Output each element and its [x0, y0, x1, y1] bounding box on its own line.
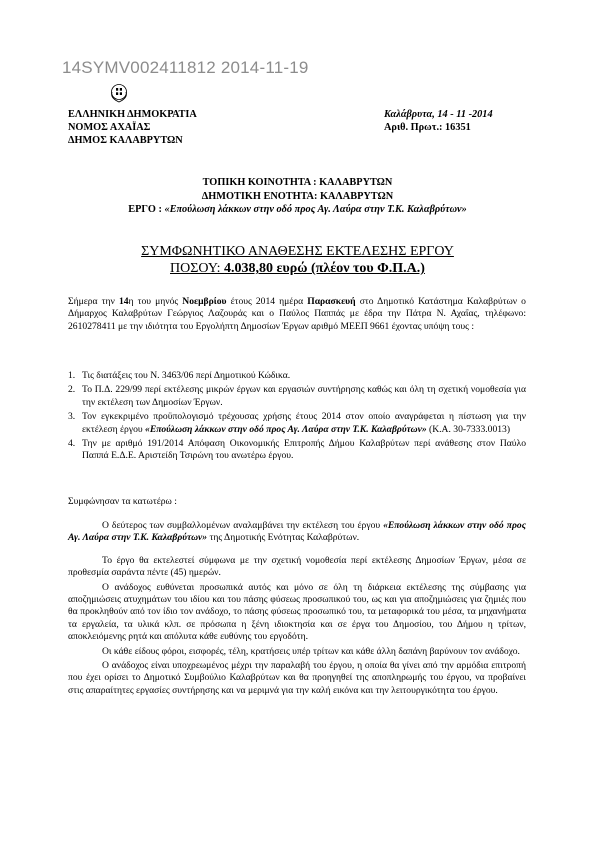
- protocol-number: Αριθ. Πρωτ.: 16351: [384, 122, 471, 133]
- clause-1: Ο δεύτερος των συμβαλλομένων αναλαμβάνει την εκτέλεση του έργου «Επούλωση λάκκων στην οδό προς Αγ. Λαύρα στην Τ.Κ. Καλαβρύτων» της Δημοτικής Ενότητας Καλαβρύτων.: [68, 520, 526, 544]
- local-community: ΤΟΠΙΚΗ ΚΟΙΝΟΤΗΤΑ : ΚΑΛΑΒΡΥΤΩΝ: [202, 177, 393, 188]
- intro-paragraph: Σήμερα την 14η του μηνός Νοεμβρίου έτους 2014 ημέρα Παρασκευή στο Δημοτικό Κατάστημα Καλαβρύτων ο Δήμαρχος Καλαβρύτων Γεώργιος Λαζουράς και ο Παύλος Παππάς με έδρα την Πάτρα Ν. Αχαΐας, τηλέφωνο: 2610278411 με την ιδιότητα του Εργολήπτη Δημοσίων Έργων αριθμό ΜΕΕΠ 9661 έχοντας υπόψη τους :: [68, 296, 526, 332]
- greek-coat-of-arms-icon: [108, 82, 130, 104]
- document-id-watermark: 14SYMV002411812 2014-11-19: [62, 58, 309, 77]
- date-protocol-header: [384, 108, 493, 134]
- clause-4: Οι κάθε είδους φόροι, εισφορές, τέλη, κρατήσεις υπέρ τρίτων και κάθε άλλη δαπάνη βαρύνουν τον ανάδοχο.: [102, 645, 520, 657]
- document-title: [0, 243, 595, 277]
- header-prefecture: ΝΟΜΟΣ ΑΧΑΪΑΣ: [68, 122, 151, 133]
- municipal-unit: ΔΗΜΟΤΙΚΗ ΕΝΟΤΗΤΑ: ΚΑΛΑΒΡΥΤΩΝ: [201, 190, 394, 202]
- project-name: ΕΡΓΟ : «Επούλωση λάκκων στην οδό προς Αγ. Λαύρα στην Τ.Κ. Καλαβρύτων»: [128, 204, 467, 215]
- project-info: [0, 176, 595, 217]
- list-item: 4. Την με αριθμό 191/2014 Απόφαση Οικονομικής Επιτροπής Δήμου Καλαβρύτων περί ανάθεσης στον Παύλο Παππά Ε.Δ.Ε. Αριστείδη Τσιρώνη του ανωτέρω έργου.: [68, 438, 526, 462]
- header-municipality: ΔΗΜΟΣ ΚΑΛΑΒΡΥΤΩΝ: [68, 135, 183, 146]
- list-item: 2. Το Π.Δ. 229/99 περί εκτέλεσης μικρών έργων και εργασιών συντήρησης καθώς και όλη τη σχετική νομοθεσία για την εκτέλεση των Δημοσίων Έργων.: [68, 384, 526, 408]
- issuer-header: [68, 108, 197, 147]
- agreed-heading: Συμφώνησαν τα κατωτέρω :: [68, 496, 177, 507]
- title-line-2: ΠΟΣΟΥ: 4.038,80 ευρώ (πλέον του Φ.Π.Α.): [170, 261, 425, 276]
- list-item: 3. Τον εγκεκριμένο προϋπολογισμό τρέχουσας χρήσης έτους 2014 στον οποίο αναγράφεται η πίστωση για την εκτέλεση έργου «Επούλωση λάκκων στην οδό προς Αγ. Λαύρα στην Τ.Κ. Καλαβρύτων» (Κ.Α. 30-7333.0013): [68, 411, 526, 435]
- clause-3: Ο ανάδοχος ευθύνεται προσωπικά αυτός και μόνο σε όλη τη διάρκεια εκτέλεσης της σύμβασης για αποζημιώσεις ατυχημάτων του ιδίου και του πάσης φύσεως προσωπικού του, ως και για αποζημιώσεις για ζημιές που θα προκληθούν από τον ίδιο τον ανάδοχο, το πάσης φύσεως προσωπικό του, τα μεταφορικά του μέσα, τα μηχανήματα τα εργαλεία, τα υλικά κλπ. σε πρόσωπα η ξένη ιδιοκτησία και σε έργα του Δημοσίου, του Δήμου η τρίτων, αποκλειόμενης ρητά και απόλυτα κάθε ευθύνης του εργοδότη.: [68, 581, 526, 643]
- date-line: Καλάβρυτα, 14 - 11 -2014: [384, 109, 493, 120]
- title-line-1: ΣΥΜΦΩΝΗΤΙΚΟ ΑΝΑΘΕΣΗΣ ΕΚΤΕΛΕΣΗΣ ΕΡΓΟΥ: [141, 244, 454, 259]
- clause-5: Ο ανάδοχος είναι υποχρεωμένος μέχρι την παραλαβή του έργου, η οποία θα γίνει από την αρμόδια επιτροπή που έχει ορίσει το Δημοτικό Συμβούλιο Καλαβρύτων και θα προηγηθεί της αποπληρωμής του έργου, να προβαίνει στις απαραίτητες εργασίες συντήρησης και να μεριμνά για την καλή εικόνα και την λειτουργικότητα του έργου.: [68, 660, 526, 696]
- clause-2: Το έργο θα εκτελεστεί σύμφωνα με την σχετική νομοθεσία περί εκτέλεσης Δημοσίων Έργων, μέσα σε προθεσμία σαράντα πέντε (45) ημερών.: [68, 554, 526, 579]
- header-country: ΕΛΛΗΝΙΚΗ ΔΗΜΟΚΡΑΤΙΑ: [68, 109, 197, 120]
- clauses: [68, 520, 526, 697]
- list-item: 1. Τις διατάξεις του Ν. 3463/06 περί Δημοτικού Κώδικα.: [68, 370, 291, 381]
- considerations-list: [68, 370, 526, 465]
